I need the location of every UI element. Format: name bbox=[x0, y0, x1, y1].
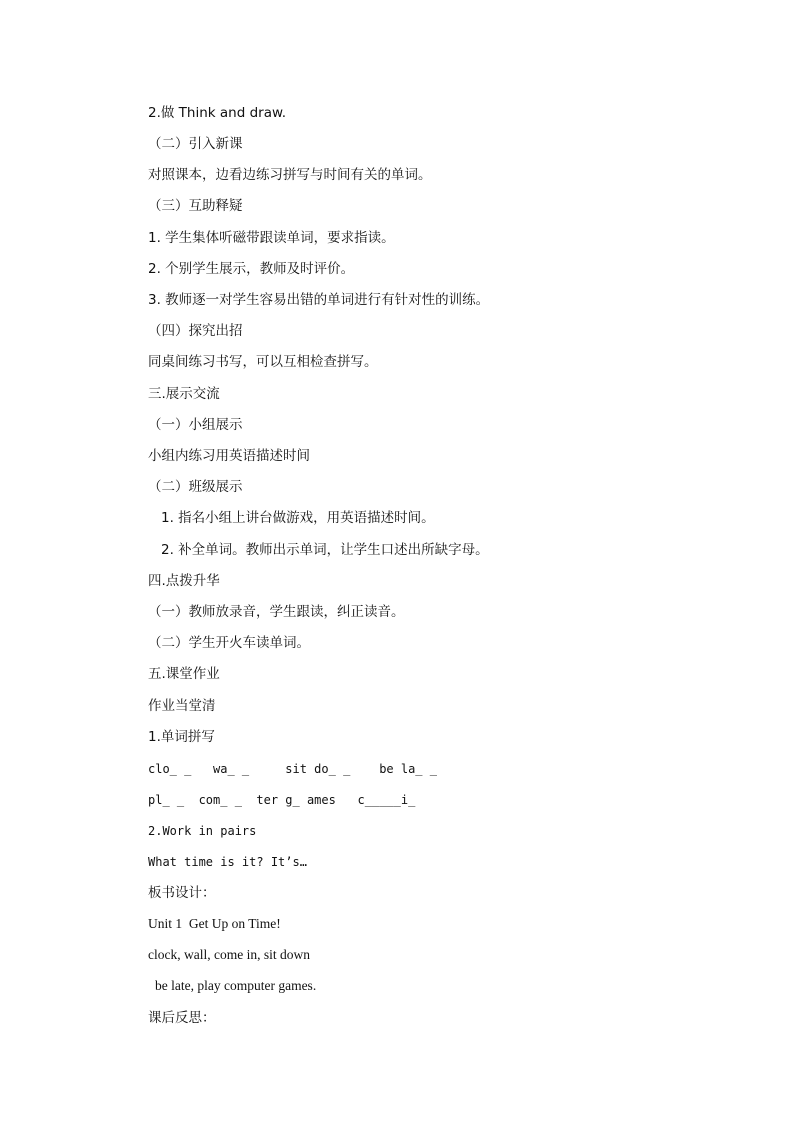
line-homework-clear: 作业当堂清 bbox=[148, 698, 216, 714]
line-think-and-draw: 2.做 Think and draw. bbox=[148, 105, 287, 121]
heading-reflection: 课后反思： bbox=[148, 1010, 216, 1026]
section-five-heading: 五.课堂作业 bbox=[148, 666, 220, 682]
list-item-class-1: 1. 指名小组上讲台做游戏，用英语描述时间。 bbox=[161, 510, 435, 526]
section-three-heading: 三.展示交流 bbox=[148, 386, 220, 402]
spelling-exercise-row-1: clo_ _ wa_ _ sit do_ _ be la_ _ bbox=[148, 762, 437, 776]
list-item-3: 3. 教师逐一对学生容易出错的单词进行有针对性的训练。 bbox=[148, 292, 490, 308]
list-item-class-2: 2. 补全单词。教师出示单词，让学生口述出所缺字母。 bbox=[161, 542, 489, 558]
line-unit-title: Unit 1 Get Up on Time! bbox=[148, 916, 281, 931]
heading-mutual-help: （三）互助释疑 bbox=[148, 198, 243, 214]
spelling-exercise-row-2: pl_ _ com_ _ ter g_ ames c_____i_ bbox=[148, 793, 416, 807]
line-work-in-pairs: 2.Work in pairs bbox=[148, 824, 257, 838]
line-train-reading: （二）学生开火车读单词。 bbox=[148, 635, 310, 651]
line-group-practice: 小组内练习用英语描述时间 bbox=[148, 448, 310, 464]
heading-introduce-new-lesson: （二）引入新课 bbox=[148, 136, 243, 152]
line-deskmate-practice: 同桌间练习书写，可以互相检查拼写。 bbox=[148, 354, 378, 370]
line-teacher-recording: （一）教师放录音，学生跟读，纠正读音。 bbox=[148, 604, 405, 620]
list-item-2: 2. 个别学生展示，教师及时评价。 bbox=[148, 261, 355, 277]
section-four-heading: 四.点拨升华 bbox=[148, 573, 220, 589]
heading-class-show: （二）班级展示 bbox=[148, 479, 243, 495]
heading-explore: （四）探究出招 bbox=[148, 323, 243, 339]
line-vocabulary-2: be late, play computer games. bbox=[155, 978, 317, 993]
heading-group-show: （一）小组展示 bbox=[148, 417, 243, 433]
line-word-spelling: 1.单词拼写 bbox=[148, 729, 215, 745]
line-practice-spelling: 对照课本，边看边练习拼写与时间有关的单词。 bbox=[148, 167, 432, 183]
heading-board-design: 板书设计： bbox=[148, 885, 216, 901]
line-vocabulary-1: clock, wall, come in, sit down bbox=[148, 947, 310, 962]
list-item-1: 1. 学生集体听磁带跟读单词，要求指读。 bbox=[148, 230, 395, 246]
line-what-time: What time is it? It’s… bbox=[148, 855, 307, 869]
